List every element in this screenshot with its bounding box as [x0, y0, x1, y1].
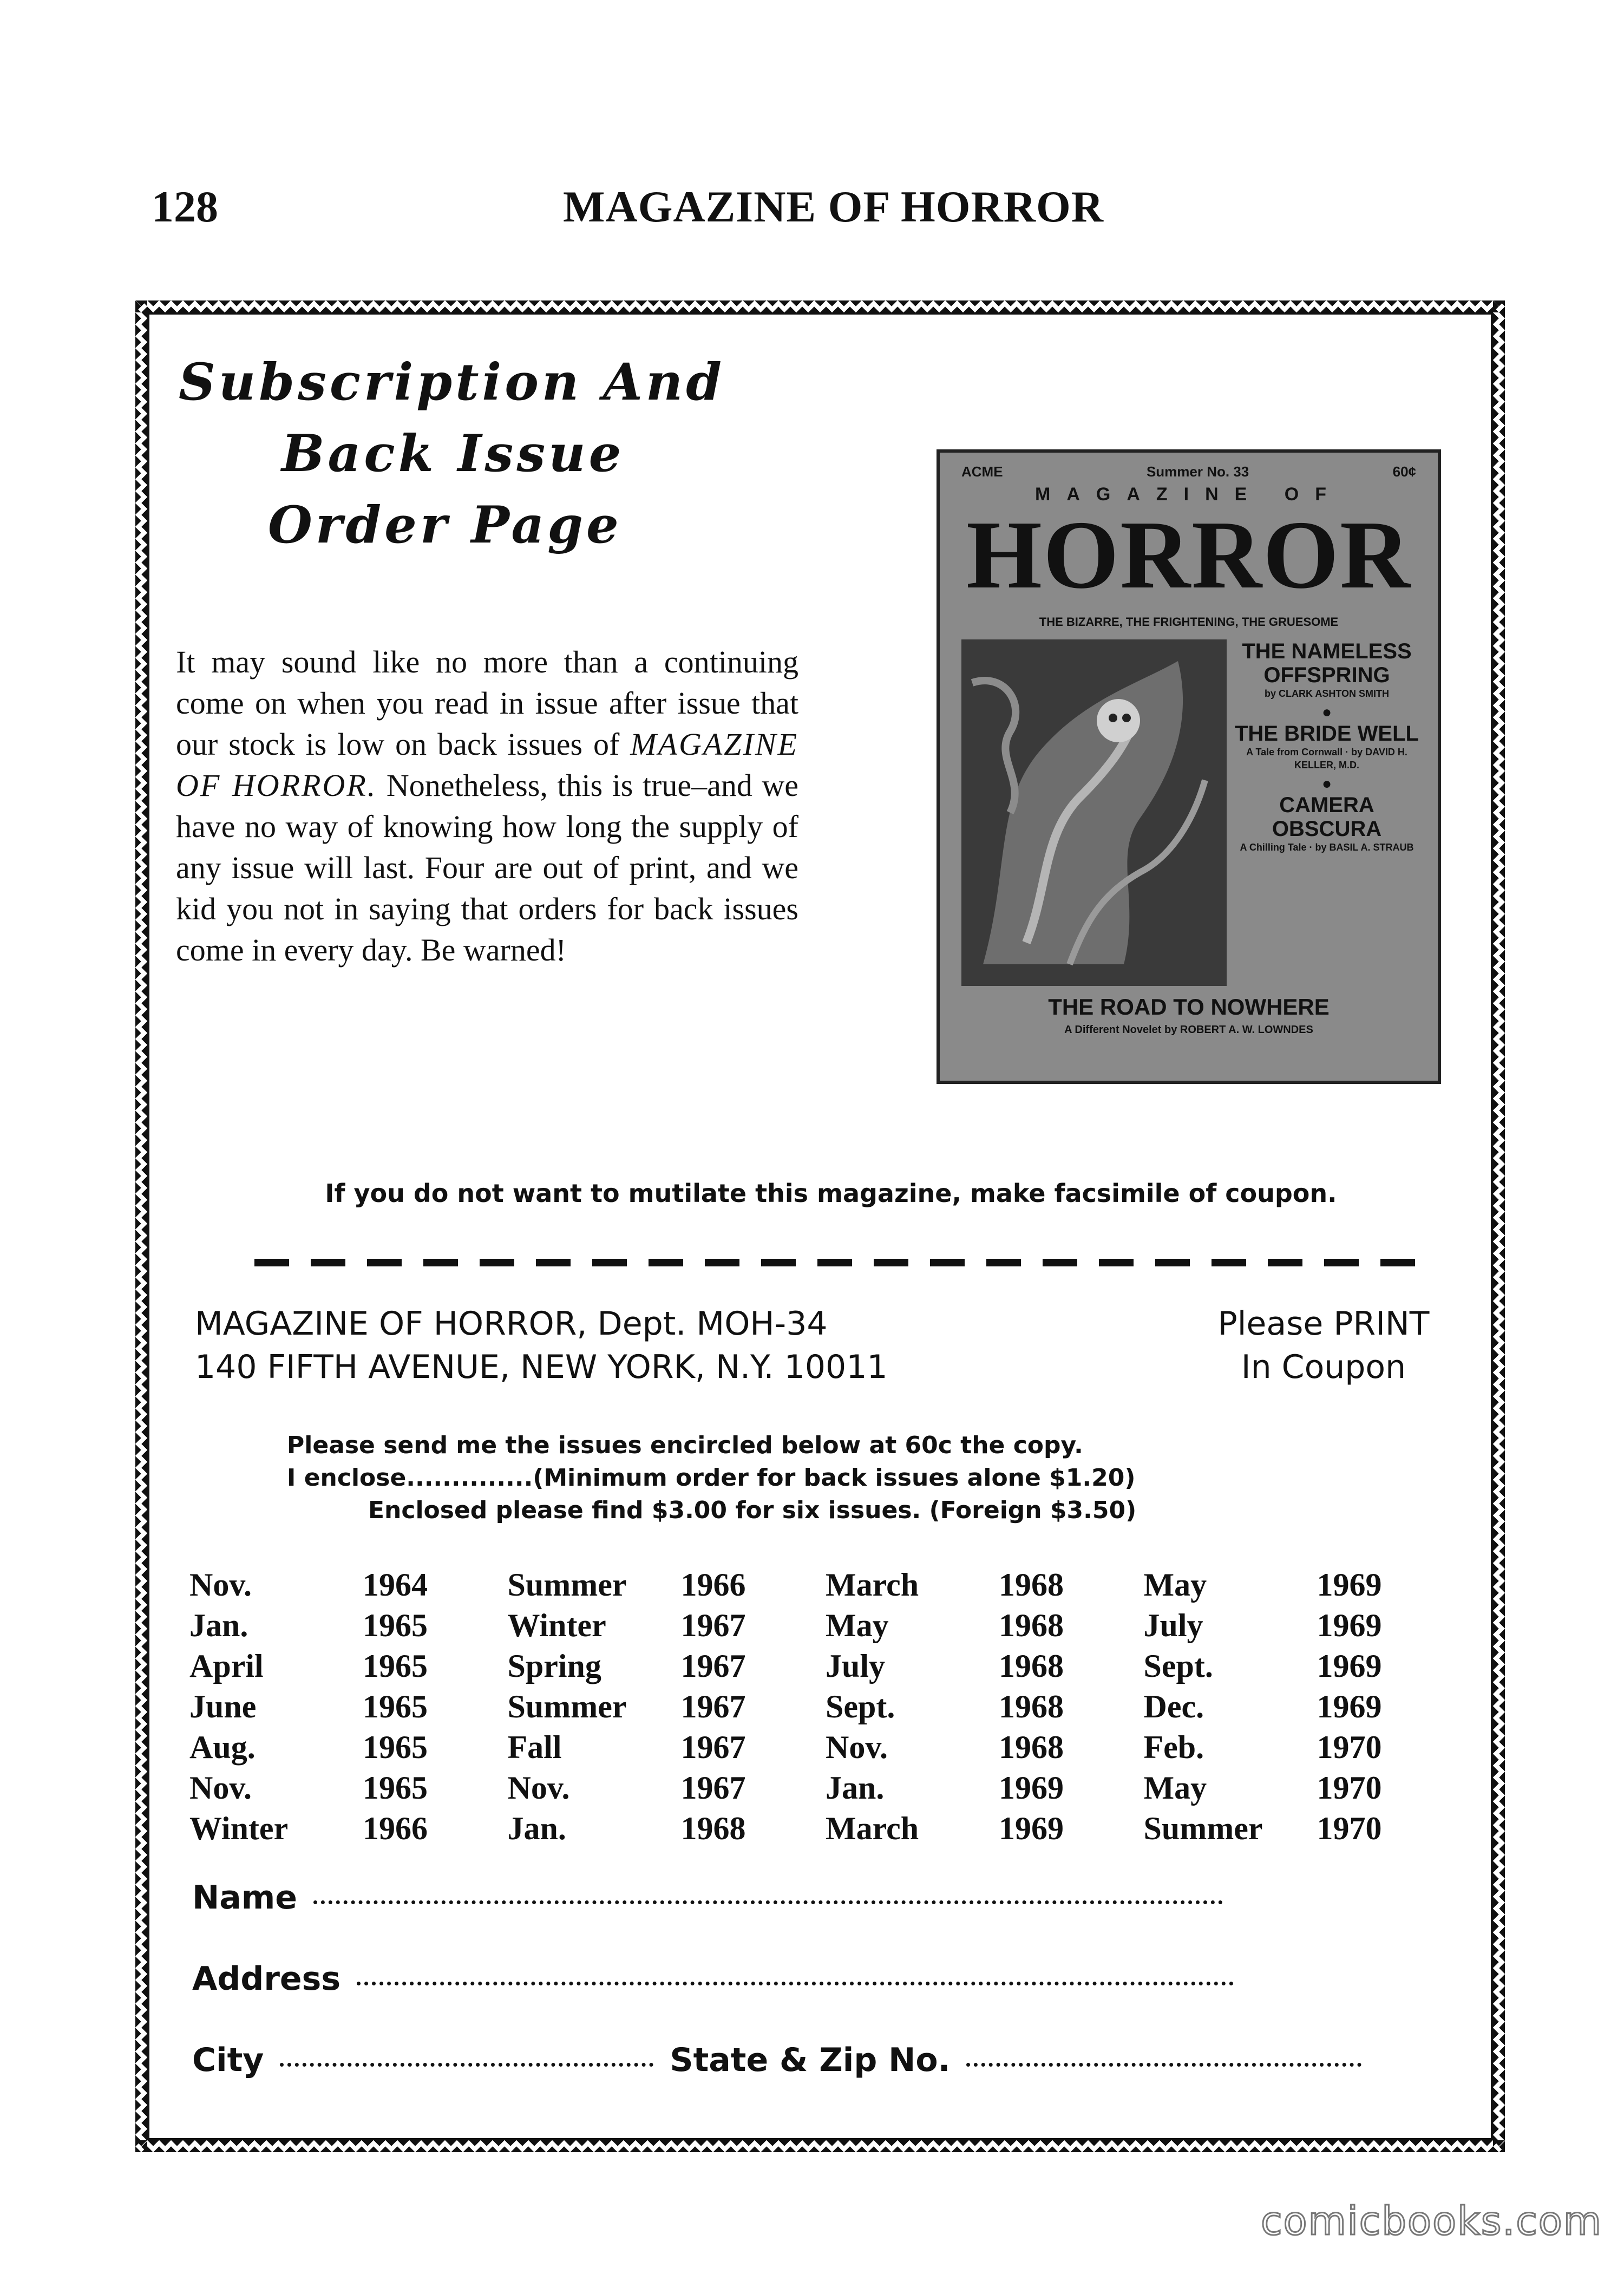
issue-option[interactable]: [508, 1768, 826, 1808]
customer-fields: [192, 1879, 1470, 2122]
issue-option[interactable]: [1144, 1605, 1462, 1646]
order-instruction-line-2: I enclose..............(Minimum order for back issues alone $1.20): [287, 1464, 1136, 1492]
order-instructions: [287, 1429, 1261, 1527]
issue-year: 1967: [680, 1648, 746, 1684]
issue-year: 1968: [999, 1608, 1064, 1643]
issue-year: 1969: [1317, 1648, 1382, 1684]
bullet-icon: ●: [1321, 775, 1332, 793]
back-issue-list: [189, 1565, 1462, 1849]
address-line-1: MAGAZINE OF HORROR, Dept. MOH-34: [195, 1305, 828, 1343]
cover-story-title: CAMERA OBSCURA: [1272, 793, 1382, 841]
issue-month: Feb.: [1143, 1729, 1204, 1765]
page-header: [152, 181, 1126, 241]
issue-month: Sept.: [1143, 1648, 1213, 1684]
intro-magazine-name: MAGAZINE OF HORROR.: [176, 727, 798, 803]
issue-option[interactable]: [189, 1727, 508, 1768]
issue-month: Winter: [189, 1811, 289, 1846]
city-field[interactable]: [280, 2063, 653, 2067]
issue-option[interactable]: [508, 1646, 826, 1687]
print-instruction: [1202, 1302, 1445, 1389]
issue-year: 1967: [680, 1770, 746, 1806]
issue-month: Aug.: [189, 1729, 256, 1765]
issue-option[interactable]: [508, 1687, 826, 1727]
facsimile-note: If you do not want to mutilate this magazine, make facsimile of coupon.: [325, 1179, 1337, 1208]
cover-story-author: A Chilling Tale · by BASIL A. STRAUB: [1240, 842, 1414, 853]
issue-month: Nov.: [826, 1729, 888, 1765]
intro-text-start: It may sound like no more than a continuing come on when you read in issue after issue that our stock is low on back issues of: [176, 644, 798, 762]
issue-year: 1965: [363, 1729, 428, 1765]
headline-line-3: Order Page: [268, 495, 622, 555]
issue-year: 1965: [363, 1648, 428, 1684]
issue-month: Nov.: [507, 1770, 570, 1806]
issue-year: 1967: [680, 1608, 746, 1643]
issue-month: May: [1143, 1770, 1207, 1806]
cover-issue-number: Summer No. 33: [1146, 463, 1249, 480]
issue-option[interactable]: [826, 1808, 1144, 1849]
zigzag-border-right: [1493, 300, 1505, 2152]
issue-year: 1969: [999, 1811, 1064, 1846]
coupon-cut-line: [254, 1259, 1418, 1266]
issue-year: 1969: [1317, 1608, 1382, 1643]
address-line-2: 140 FIFTH AVENUE, NEW YORK, N.Y. 10011: [195, 1348, 888, 1386]
running-title: MAGAZINE OF HORROR: [563, 182, 1104, 231]
issue-month: Dec.: [1143, 1689, 1204, 1724]
issue-year: 1967: [680, 1689, 746, 1724]
headline-line-2: Back Issue: [281, 424, 625, 483]
issue-month: Sept.: [826, 1689, 895, 1724]
name-row: [192, 1879, 1470, 1960]
address-row: [192, 1960, 1470, 2041]
issue-option[interactable]: [508, 1605, 826, 1646]
issue-option[interactable]: [1144, 1565, 1462, 1605]
issue-month: May: [826, 1608, 889, 1643]
cover-story-title: THE NAMELESS OFFSPRING: [1242, 639, 1412, 687]
issue-month: Summer: [507, 1689, 627, 1724]
issue-option[interactable]: [189, 1605, 508, 1646]
cover-story-title: THE BRIDE WELL: [1235, 722, 1419, 746]
order-page-headline: [179, 347, 882, 561]
issue-option[interactable]: [189, 1768, 508, 1808]
issue-option[interactable]: [826, 1687, 1144, 1727]
issue-month: Jan.: [189, 1608, 248, 1643]
issue-option[interactable]: [826, 1768, 1144, 1808]
print-instruction-line-2: In Coupon: [1241, 1348, 1406, 1386]
issue-option[interactable]: [189, 1687, 508, 1727]
issue-year: 1969: [999, 1770, 1064, 1806]
issue-year: 1968: [999, 1648, 1064, 1684]
issue-option[interactable]: [189, 1808, 508, 1849]
issue-month: Nov.: [189, 1567, 252, 1603]
issue-month: Jan.: [507, 1811, 566, 1846]
issue-month: April: [189, 1648, 264, 1684]
issue-option[interactable]: [826, 1646, 1144, 1687]
intro-paragraph: [176, 642, 798, 971]
headline-line-1: Subscription And: [179, 352, 725, 412]
issue-column: [826, 1565, 1144, 1849]
mailing-address: [195, 1302, 1115, 1389]
issue-option[interactable]: [826, 1565, 1144, 1605]
issue-year: 1968: [999, 1729, 1064, 1765]
state-zip-label: State & Zip No.: [670, 2041, 951, 2079]
issue-year: 1970: [1317, 1729, 1382, 1765]
issue-month: March: [826, 1811, 919, 1846]
issue-option[interactable]: [508, 1808, 826, 1849]
cover-lead-story-author: A Different Novelet by ROBERT A. W. LOWNDES: [1064, 1024, 1313, 1036]
issue-option[interactable]: [826, 1605, 1144, 1646]
issue-year: 1969: [1317, 1567, 1382, 1603]
site-watermark: comicbooks.com: [1260, 2198, 1602, 2244]
cover-price: 60¢: [1392, 463, 1416, 480]
print-instruction-line-1: Please PRINT: [1217, 1305, 1430, 1343]
issue-option[interactable]: [1144, 1768, 1462, 1808]
issue-year: 1965: [363, 1689, 428, 1724]
issue-year: 1964: [363, 1567, 428, 1603]
issue-year: 1966: [680, 1567, 746, 1603]
issue-option[interactable]: [826, 1727, 1144, 1768]
issue-month: Winter: [507, 1608, 606, 1643]
issue-column: [189, 1565, 508, 1849]
issue-month: May: [1143, 1567, 1207, 1603]
issue-year: 1970: [1317, 1811, 1382, 1846]
issue-column: [508, 1565, 826, 1849]
issue-option[interactable]: [189, 1565, 508, 1605]
address-field[interactable]: [357, 1982, 1234, 1985]
cover-lead-story: THE ROAD TO NOWHERE: [1048, 994, 1330, 1020]
cover-magazine-of: MAGAZINE OF: [1035, 484, 1343, 505]
issue-option[interactable]: [508, 1565, 826, 1605]
issue-year: 1969: [1317, 1689, 1382, 1724]
cover-story-list: [1232, 639, 1422, 857]
issue-year: 1968: [999, 1567, 1064, 1603]
issue-option[interactable]: [1144, 1808, 1462, 1849]
issue-year: 1965: [363, 1770, 428, 1806]
issue-year: 1968: [680, 1811, 746, 1846]
cover-tagline: THE BIZARRE, THE FRIGHTENING, THE GRUESOME: [1039, 615, 1339, 629]
issue-month: Summer: [507, 1567, 627, 1603]
issue-month: March: [826, 1567, 919, 1603]
issue-month: Jan.: [826, 1770, 885, 1806]
issue-year: 1970: [1317, 1770, 1382, 1806]
cover-illustration: [961, 639, 1227, 986]
issue-option[interactable]: [508, 1727, 826, 1768]
cover-story-author: A Tale from Cornwall · by DAVID H. KELLER, M.D.: [1246, 747, 1407, 770]
issue-year: 1968: [999, 1689, 1064, 1724]
issue-month: July: [1143, 1608, 1203, 1643]
city-row: [192, 2041, 1470, 2122]
cover-story-author: by CLARK ASHTON SMITH: [1264, 688, 1389, 699]
address-label: Address: [192, 1960, 341, 1998]
issue-option[interactable]: [1144, 1646, 1462, 1687]
cover-logo-horror: HORROR: [966, 501, 1411, 609]
magazine-cover-image: [937, 449, 1441, 1084]
issue-month: Summer: [1143, 1811, 1263, 1846]
order-instruction-line-1: Please send me the issues encircled below at 60c the copy.: [287, 1432, 1083, 1459]
zigzag-border-top: [135, 300, 1505, 312]
issue-option[interactable]: [189, 1646, 508, 1687]
name-field[interactable]: [313, 1900, 1223, 1904]
issue-year: 1966: [363, 1811, 428, 1846]
page-number: 128: [152, 182, 218, 231]
issue-month: Spring: [507, 1648, 601, 1684]
zigzag-border-left: [135, 300, 147, 2152]
intro-text-end: Nonetheless, this is true–and we have no way of knowing how long the supply of any issue will last. Four are out of print, and we kid you not in saying that orders for back issues come in every day. Be warned!: [176, 768, 798, 968]
issue-option[interactable]: [1144, 1727, 1462, 1768]
bullet-icon: ●: [1321, 703, 1332, 721]
order-instruction-line-3: Enclosed please find $3.00 for six issues. (Foreign $3.50): [368, 1497, 1137, 1524]
issue-option[interactable]: [1144, 1687, 1462, 1727]
cover-illustration-art: [961, 639, 1227, 986]
issue-year: 1967: [680, 1729, 746, 1765]
city-label: City: [192, 2041, 264, 2079]
issue-column: [1144, 1565, 1462, 1849]
issue-year: 1965: [363, 1608, 428, 1643]
issue-month: Fall: [507, 1729, 562, 1765]
state-zip-field[interactable]: [966, 2063, 1361, 2067]
name-label: Name: [192, 1879, 297, 1917]
cover-top-line: [961, 463, 1416, 485]
issue-month: Nov.: [189, 1770, 252, 1806]
zigzag-border-bottom: [135, 2140, 1505, 2152]
cover-publisher: ACME: [961, 463, 1003, 480]
issue-month: July: [826, 1648, 886, 1684]
issue-month: June: [189, 1689, 257, 1724]
